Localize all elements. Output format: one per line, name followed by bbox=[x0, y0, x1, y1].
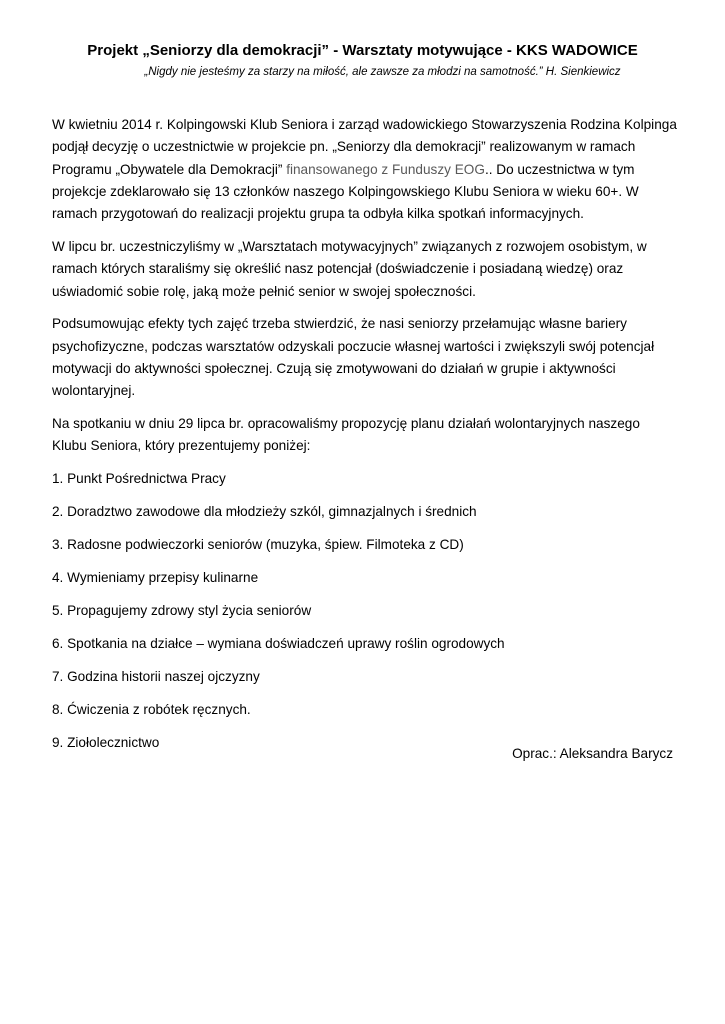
list-item: 1. Punkt Pośrednictwa Pracy bbox=[52, 471, 226, 487]
page-title: Projekt „Seniorzy dla demokracji” - Warsztaty motywujące - KKS WADOWICE bbox=[87, 42, 638, 59]
paragraph-intro bbox=[52, 114, 677, 225]
paragraph-workshops: W lipcu br. uczestniczyliśmy w „Warsztatach motywacyjnych” związanych z rozwojem osobistym, w ramach których staraliśmy się określić nasz potencjał (doświadczenie i posiadaną wiedzę) oraz uświadomić sobie rolę, jaką może pełnić senior w swojej społeczności. bbox=[52, 238, 647, 299]
paragraph-intro-part-b: .. Do uczestnictwa w tym projekcje zdeklarowało się 13 członków naszego Kolpingowskiego Klubu Seniora w wieku 60+. W ramach przygotowań do realizacji projektu grupa ta odbyła kilka spotkań informacyjnych. bbox=[52, 161, 639, 222]
motto-quote: „Nigdy nie jesteśmy za starzy na miłość, ale zawsze za młodzi na samotność.” H. Sienkiewicz bbox=[144, 66, 621, 78]
list-item: 3. Radosne podwieczorki seniorów (muzyka, śpiew. Filmoteka z CD) bbox=[52, 537, 464, 553]
list-item: 2. Doradztwo zawodowe dla młodzieży szkól, gimnazjalnych i średnich bbox=[52, 504, 477, 520]
document-body bbox=[52, 114, 677, 765]
funding-text: finansowanego z Funduszy EOG bbox=[286, 161, 485, 177]
list-item: 5. Propagujemy zdrowy styl życia seniorów bbox=[52, 603, 312, 619]
list-item: 9. Ziołolecznictwo bbox=[52, 735, 160, 751]
paragraph-summary: Podsumowując efekty tych zajęć trzeba stwierdzić, że nasi seniorzy przełamując własne bariery psychofizyczne, podczas warsztatów odzyskali poczucie własnej wartości i zwiększyli swój potencjał motywacji do aktywności społecznej. Czują się zmotywowani do działań w grupie i aktywności wolontaryjnej. bbox=[52, 316, 655, 399]
list-item: 6. Spotkania na działce – wymiana doświadczeń uprawy roślin ogrodowych bbox=[52, 636, 505, 652]
paragraph-plan-intro: Na spotkaniu w dniu 29 lipca br. opracowaliśmy propozycję planu działań wolontaryjnych naszego Klubu Seniora, który prezentujemy poniżej: bbox=[52, 416, 640, 454]
paragraph-intro-part-a: W kwietniu 2014 r. Kolpingowski Klub Seniora i zarząd wadowickiego Stowarzyszenia Rodzina Kolpinga podjął decyzję o uczestnictwie w projekcie pn. „Seniorzy dla demokracji” realizowanym w ramach Programu „Obywatele dla Demokracji” bbox=[52, 117, 677, 177]
list-item: 7. Godzina historii naszej ojczyzny bbox=[52, 669, 260, 685]
list-item: 8. Ćwiczenia z robótek ręcznych. bbox=[52, 702, 251, 718]
plan-list bbox=[52, 468, 677, 754]
author-signature: Oprac.: Aleksandra Barycz bbox=[512, 746, 673, 761]
list-item: 4. Wymieniamy przepisy kulinarne bbox=[52, 570, 259, 586]
